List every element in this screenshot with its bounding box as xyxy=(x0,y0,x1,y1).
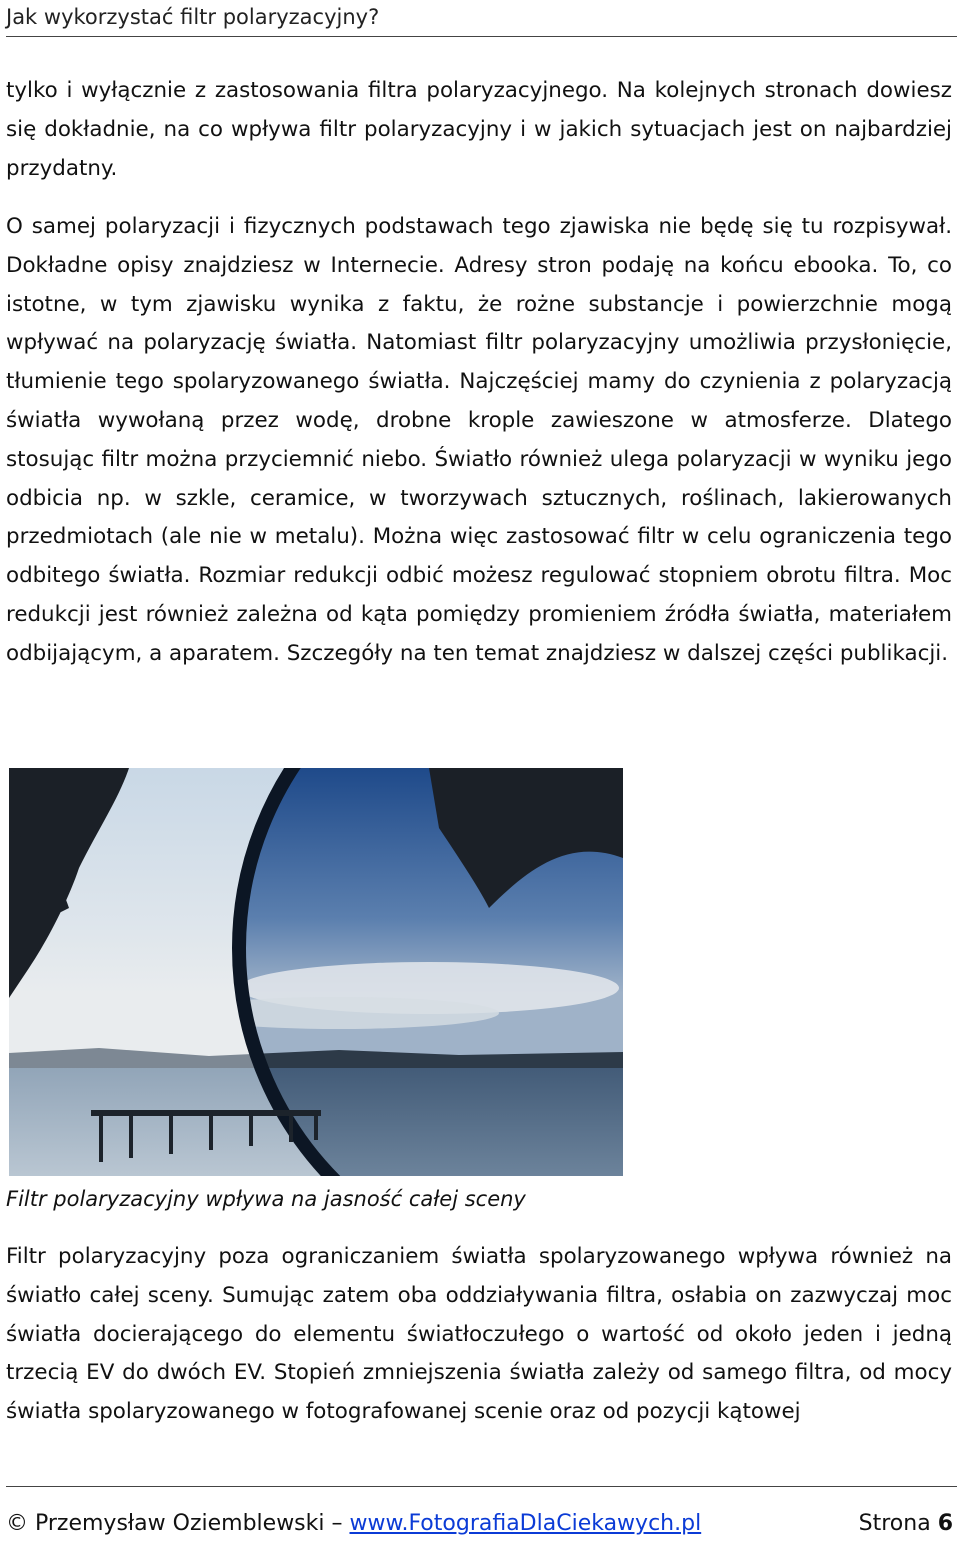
page-footer xyxy=(6,1486,957,1536)
figure-caption: Filtr polaryzacyjny wpływa na jasność całej sceny xyxy=(6,1187,526,1211)
footer-page-number: 6 xyxy=(937,1511,953,1536)
paragraph-3 xyxy=(6,1238,952,1432)
paragraph-2 xyxy=(6,208,952,674)
footer-page-label: Strona xyxy=(858,1511,938,1536)
lake-photo-polarizer xyxy=(9,768,623,1176)
paragraph-2-text: O samej polaryzacji i fizycznych podstawach tego zjawiska nie będę się tu rozpisywał. Dokładne opisy znajdziesz w Internecie. Adresy stron podaję na końcu ebooka. To, co istotne, w tym zjawisku wynika z faktu, że rożne substancje i powierzchnie mogą wpływać na polaryzację światła. Natomiast filtr polaryzacyjny umożliwia przysłonięcie, tłumienie tego spolaryzowanego światła. Najczęściej mamy do czynienia z polaryzacją światła wywołaną przez wodę, drobne krople zawieszone w atmosferze. Dlatego stosując filtr można przyciemnić niebo. Światło również ulega polaryzacji w wyniku jego odbicia np. w szkle, ceramice, w tworzywach sztucznych, roślinach, lakierowanych przedmiotach (ale nie w metalu). Można więc zastosować filtr w celu ograniczenia tego odbitego światła. Rozmiar redukcji odbić możesz regulować stopniem obrotu filtra. Moc redukcji jest również zależna od kąta pomiędzy promieniem źródła światła, materiałem odbijającym, a aparatem. Szczegóły na ten temat znajdziesz w dalszej części publikacji. xyxy=(6,214,952,666)
paragraph-1-text: tylko i wyłącznie z zastosowania filtra polaryzacyjnego. Na kolejnych stronach dowiesz się dokładnie, na co wpływa filtr polaryzacyjny i w jakich sytuacjach jest on najbardziej przydatny. xyxy=(6,78,952,181)
footer-author: © Przemysław Oziemblewski – xyxy=(6,1511,350,1536)
paragraph-1 xyxy=(6,72,952,188)
paragraph-3-text: Filtr polaryzacyjny poza ograniczaniem światła spolaryzowanego wpływa również na światło całej sceny. Sumując zatem oba oddziaływania filtra, osłabia on zazwyczaj moc światła docierającego do elementu światłoczułego o wartość od około jeden i jedną trzecią EV do dwóch EV. Stopień zmniejszenia światła zależy od samego filtra, od mocy światła spolaryzowanego w fotografowanej scenie oraz od pozycji kątowej xyxy=(6,1244,952,1425)
footer-website-link[interactable]: www.FotografiaDlaCiekawych.pl xyxy=(349,1511,702,1536)
footer-page xyxy=(859,1509,953,1539)
lake-photo-illustration xyxy=(9,768,623,1176)
footer-credit xyxy=(6,1509,701,1539)
page-header xyxy=(6,2,957,37)
header-title: Jak wykorzystać filtr polaryzacyjny? xyxy=(6,5,380,29)
